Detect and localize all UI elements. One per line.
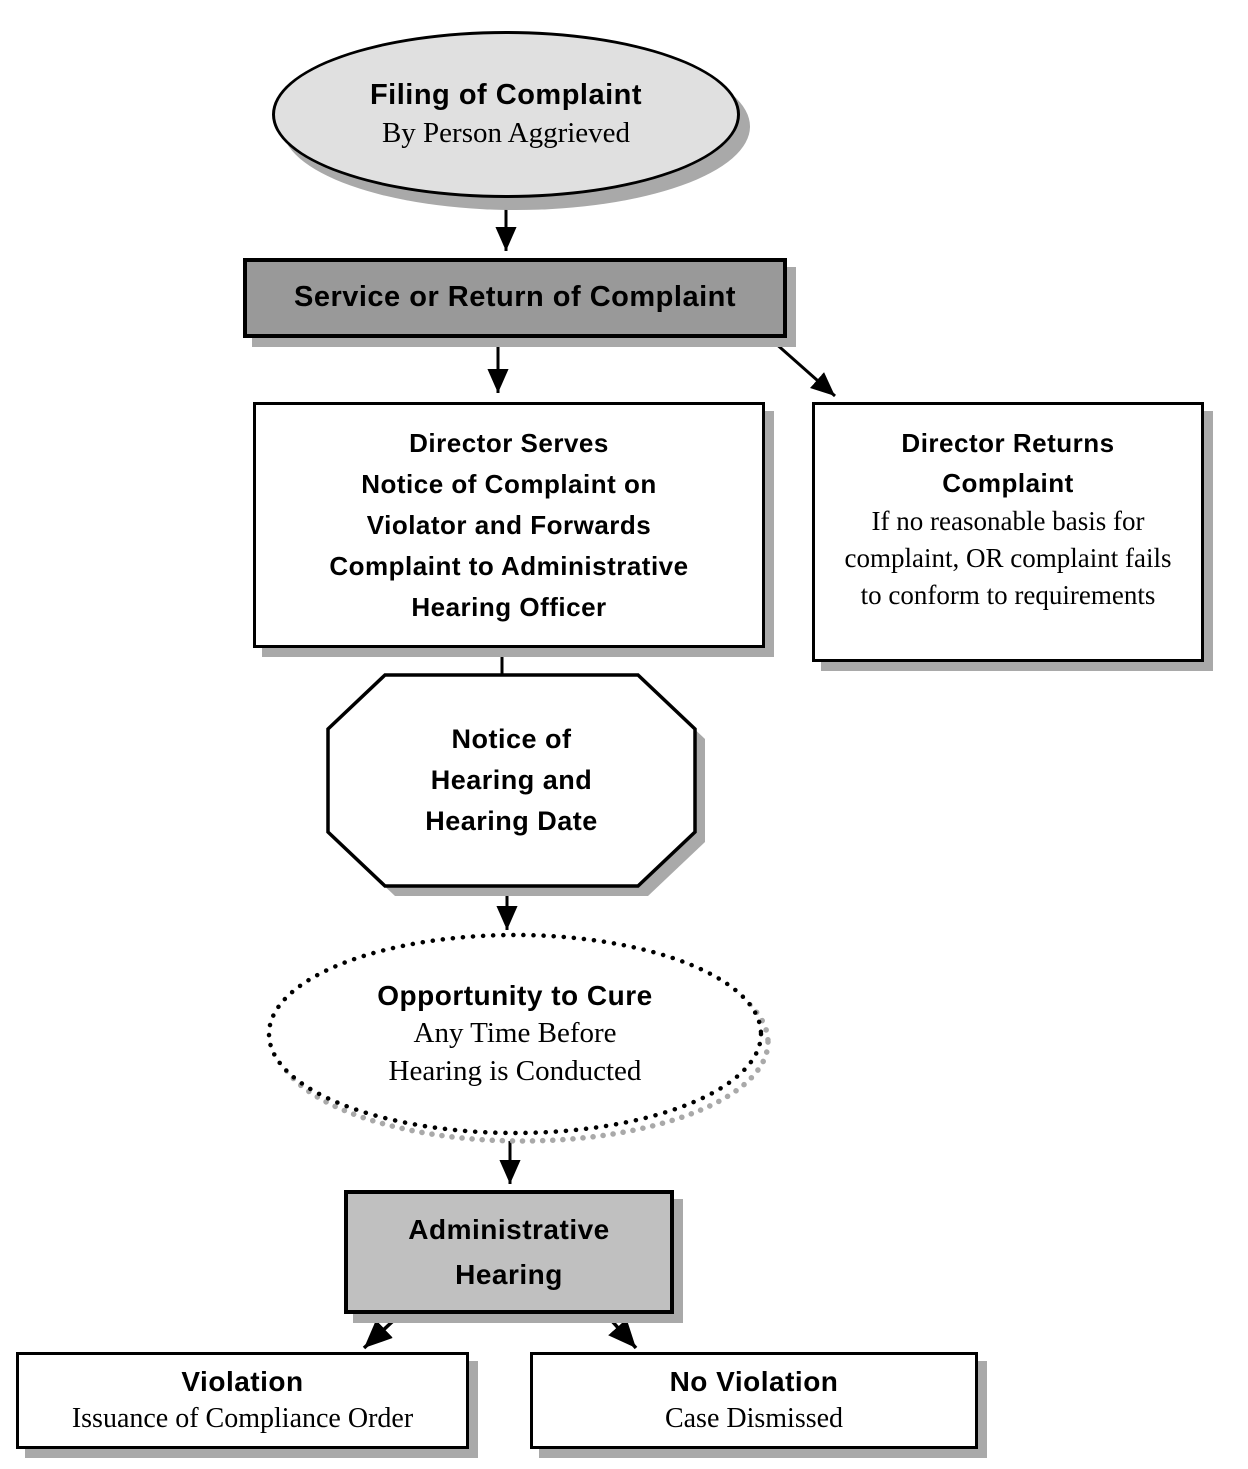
node-director-returns <box>812 402 1204 662</box>
node-subtitle: Case Dismissed <box>664 1402 844 1434</box>
arrow-admin-to-no-violation <box>612 1321 636 1348</box>
node-title-line: Hearing <box>455 1259 563 1290</box>
node-subtitle: Any Time Before Hearing is Conducted <box>388 1017 642 1088</box>
node-title: Violation <box>181 1366 304 1398</box>
node-title: No Violation <box>669 1366 839 1398</box>
node-opportunity-to-cure <box>269 935 761 1133</box>
arrow-admin-to-violation <box>364 1321 393 1348</box>
node-title-line: Hearing Date <box>425 806 598 836</box>
node-title-line: Notice of <box>451 724 572 754</box>
node-administrative-hearing <box>344 1190 674 1314</box>
node-title: Filing of Complaint <box>369 79 643 112</box>
node-title-line: Administrative <box>408 1214 610 1245</box>
node-title-line: Notice of Complaint on <box>361 468 657 499</box>
node-title-line: Director Returns <box>901 428 1115 458</box>
node-subtitle: Issuance of Compliance Order <box>71 1402 414 1434</box>
node-filing-of-complaint <box>272 31 740 198</box>
node-title-line: Violator and Forwards <box>366 509 652 540</box>
node-director-serves <box>253 402 765 648</box>
node-subtitle: If no reasonable basis for complaint, OR complaint fails to conform to requirements <box>844 506 1172 610</box>
node-title-line: Hearing Officer <box>411 591 607 622</box>
node-title-line: Director Serves <box>409 427 609 458</box>
node-notice-of-hearing <box>328 675 695 886</box>
arrow-service-to-director-returns <box>774 342 835 396</box>
node-title-line: Complaint <box>942 468 1074 498</box>
node-violation <box>16 1352 469 1449</box>
node-title-line: Hearing and <box>430 765 593 795</box>
node-service-or-return <box>243 258 787 338</box>
node-title: Service or Return of Complaint <box>293 281 736 314</box>
node-subtitle: By Person Aggrieved <box>381 116 631 149</box>
node-title: Opportunity to Cure <box>377 979 653 1011</box>
node-no-violation <box>530 1352 978 1449</box>
node-title-line: Complaint to Administrative <box>329 550 689 581</box>
